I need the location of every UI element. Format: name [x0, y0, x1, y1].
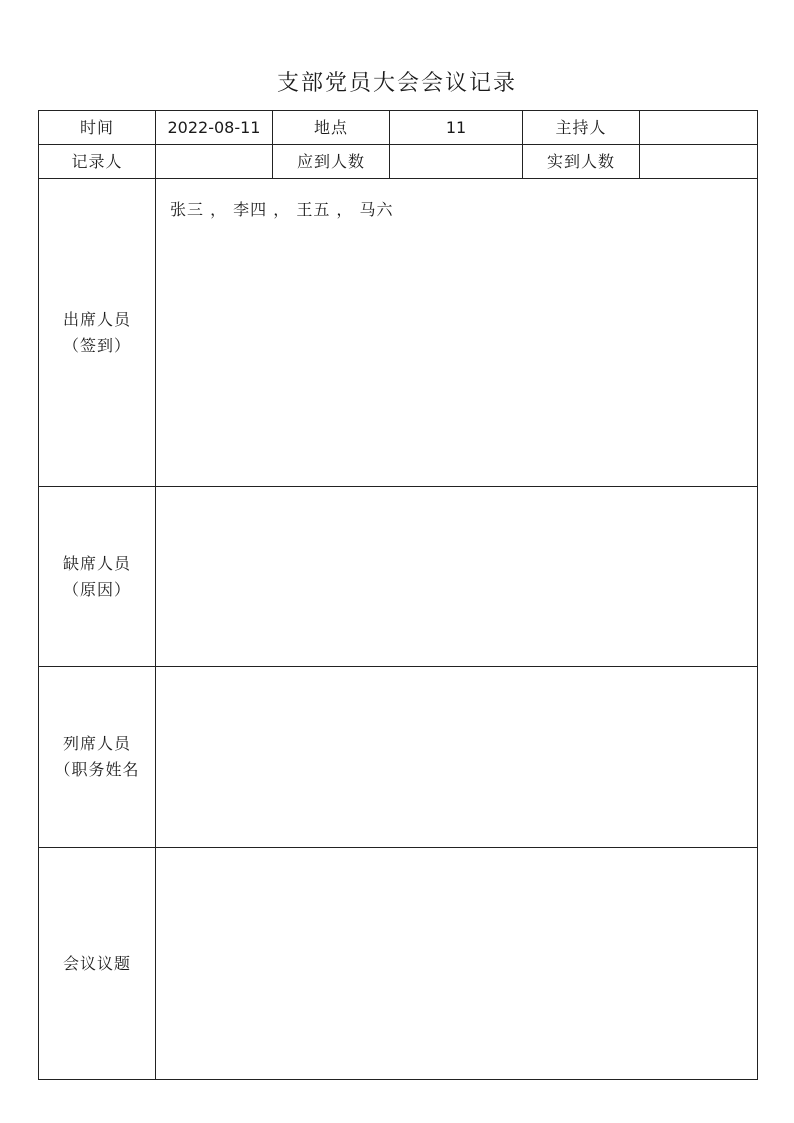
present-row: [39, 179, 758, 487]
attend-label-line2: （职务姓名: [54, 760, 140, 779]
header-row-1: [39, 111, 758, 145]
topic-row: [39, 848, 758, 1080]
expected-count-label: 应到人数: [273, 145, 390, 179]
host-label: 主持人: [523, 111, 640, 145]
meeting-record-table: [38, 110, 758, 1080]
attend-value[interactable]: [156, 667, 758, 848]
header-row-2: [39, 145, 758, 179]
topic-label: 会议议题: [39, 848, 156, 1080]
expected-count-value[interactable]: [390, 145, 523, 179]
absent-value[interactable]: [156, 487, 758, 667]
present-label: [39, 179, 156, 487]
attend-row: [39, 667, 758, 848]
recorder-value[interactable]: [156, 145, 273, 179]
document-title: 支部党员大会会议记录: [276, 71, 517, 96]
present-label-line1: 出席人员: [62, 309, 131, 329]
absent-label-line1: 缺席人员: [62, 553, 131, 573]
place-value[interactable]: 11: [390, 111, 523, 145]
actual-count-value[interactable]: [640, 145, 758, 179]
absent-label: [39, 487, 156, 667]
topic-value[interactable]: [156, 848, 758, 1080]
attend-label: [39, 667, 156, 848]
attend-label-line1: 列席人员: [62, 734, 131, 753]
actual-count-label: 实到人数: [523, 145, 640, 179]
present-label-line2: （签到）: [62, 335, 131, 355]
time-value[interactable]: 2022-08-11: [156, 111, 273, 145]
time-label: 时间: [39, 111, 156, 145]
place-label: 地点: [273, 111, 390, 145]
recorder-label: 记录人: [39, 145, 156, 179]
absent-row: [39, 487, 758, 667]
absent-label-line2: （原因）: [62, 579, 131, 599]
present-value[interactable]: 张三 ， 李四 ， 王五 ， 马六: [156, 179, 758, 487]
host-value[interactable]: [640, 111, 758, 145]
